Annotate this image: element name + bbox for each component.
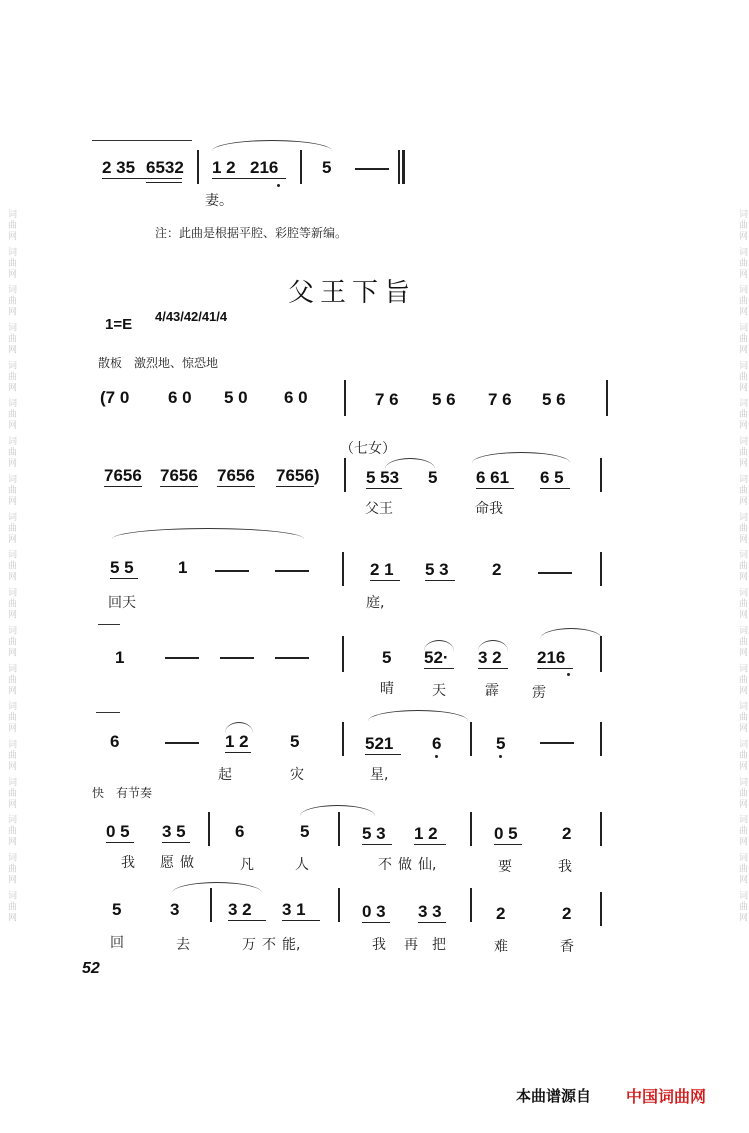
note-group: 2 [562,904,572,923]
beam [282,920,320,921]
lyric: 庭, [366,595,385,611]
lyric: 愿 [160,855,174,871]
watermark-left: 词曲网 词曲网 词曲网 词曲网 词曲网 词曲网 词曲网 词曲网 词曲网 词曲网 词曲网 词曲网 词曲网 词曲网 词曲网 词曲网 词曲网 词曲网 词曲网 [6,209,16,924]
beam [425,580,455,581]
barline [470,812,472,846]
slur-arc [540,628,602,639]
song-title: 父王下旨 [288,278,417,308]
lyric: 做 [398,857,412,873]
note-group: 6 61 [476,468,510,487]
lyric: 香 [560,939,574,955]
barline [342,636,344,672]
note-group: 52· [424,648,449,667]
barline [600,812,602,846]
barline [470,722,472,756]
extension-dash [165,657,199,659]
extension-dash [275,570,309,572]
slur-line [96,712,120,713]
octave-dot [277,184,280,187]
barline [210,888,212,922]
note-group: 5 [300,822,310,841]
note-group: 3 5 [162,822,186,841]
note-group: 3 2 [228,900,252,919]
beam [110,578,138,579]
note-group: 5 [322,158,332,177]
note-group: 5 [428,468,438,487]
barline [338,812,340,846]
note-group: 0 3 [362,902,386,921]
meter: 1/4 [209,309,228,324]
note-group: 3 1 [282,900,306,919]
barline [600,552,602,586]
note-group: 7 6 [375,390,399,409]
barline [208,812,210,846]
lyric: 我 [372,937,386,953]
beam [276,486,314,487]
lyric: 难 [494,939,508,955]
lyric: 我 [121,855,135,871]
note-group: 3 [170,900,180,919]
note-group: 7 6 [488,390,512,409]
lyric: 命我 [475,501,503,517]
lyric: 能, [282,937,301,953]
beam [162,842,190,843]
barline [606,380,608,416]
lyric: 凡 [240,857,254,873]
note-group: 7656) [276,466,320,485]
lyric: 不 [378,857,392,873]
note-group: 5 6 [432,390,456,409]
beam [478,668,508,669]
extension-dash [220,657,254,659]
lyric: 雳 [532,685,546,701]
lyric: 回天 [108,595,136,611]
barline [338,888,340,922]
beam [104,486,142,487]
site-name-link[interactable]: 中国词曲网 [626,1087,707,1106]
footnote: 注：此曲是根据平腔、彩腔等新编。 [155,226,348,240]
fermata-note: 1 [115,648,125,667]
note-group: 6 [235,822,245,841]
barline [600,722,602,756]
tempo-marking: 快 有节奏 [92,786,153,800]
beam [212,178,286,179]
note-group: 216 [250,158,279,177]
lyric: 万 [242,937,256,953]
slur-arc [112,528,304,539]
note-group: 1 2 [212,158,236,177]
note-group: 3 3 [418,902,442,921]
note-group: 6 [432,734,442,753]
octave-dot [567,673,570,676]
page-number: 52 [82,960,100,977]
lyric: 父王 [365,501,393,517]
fermata-note: 1 [178,558,188,577]
lyric: 起 [218,767,232,783]
lyric: 做 [180,855,194,871]
beam [424,668,454,669]
beam [106,842,134,843]
octave-dot [499,755,502,758]
note-group: 5 6 [542,390,566,409]
barline [342,552,344,586]
lyric: 霹 [485,683,499,699]
beam [537,668,573,669]
note-group: 5 [290,732,300,751]
lyric: 要 [498,859,512,875]
extension-dash [215,570,249,572]
note-group: 7656 [104,466,142,485]
note-group: 2 [492,560,502,579]
note-group: 1 2 [225,732,249,751]
barline [300,150,302,184]
note-group: 3 2 [478,648,502,667]
barline [344,380,346,416]
beam [217,486,255,487]
barline [600,636,602,672]
extension-dash [538,572,572,574]
note-group: 2 35 [102,158,136,177]
beam [102,178,182,179]
barline [398,150,400,184]
role-label: （七女） [340,441,396,457]
note-group: 521 [365,734,394,753]
beam [362,844,392,845]
final-barline [402,150,405,184]
note-group: 5 [382,648,392,667]
octave-dot [435,755,438,758]
note-group: 7656 [217,466,255,485]
extension-dash [355,168,389,170]
beam [160,486,198,487]
note-group: 6 [110,732,120,751]
beam [362,922,390,923]
slur-arc [212,140,332,151]
beam [476,488,514,489]
beam [540,488,570,489]
lyric: 仙, [418,857,437,873]
slur-line [98,624,120,625]
meter: 4/4 [155,309,174,324]
meter: 3/4 [173,309,192,324]
lyric: 晴 [380,681,394,697]
note-group: 5 [496,734,506,753]
note-group: 6532 [146,158,184,177]
note-group: 6 5 [540,468,564,487]
barline [342,722,344,756]
key-signature: 1=E [105,316,133,333]
note-group: 0 5 [494,824,518,843]
barline [600,892,602,926]
meter: 2/4 [191,309,210,324]
note-group: 6 0 [168,388,192,407]
note-group: 7656 [160,466,198,485]
source-label: 本曲谱源自 [516,1087,592,1105]
lyric: 不 [262,937,276,953]
beam [225,752,251,753]
lyric: 妻。 [205,193,233,209]
note-group: 2 [496,904,506,923]
barline [470,888,472,922]
lyric: 人 [295,857,309,873]
beam [370,580,400,581]
note-group: (7 0 [100,388,130,407]
beam [366,488,402,489]
beam [414,844,446,845]
beam [228,920,266,921]
lyric: 星, [370,767,389,783]
note-group: 5 5 [110,558,134,577]
lyric: 回 [110,935,124,951]
watermark-right: 词曲网 词曲网 词曲网 词曲网 词曲网 词曲网 词曲网 词曲网 词曲网 词曲网 词曲网 词曲网 词曲网 词曲网 词曲网 词曲网 词曲网 词曲网 词曲网 [737,209,747,924]
barline [344,458,346,492]
note-group: 5 [112,900,122,919]
slur-arc [368,710,468,721]
slur-arc [172,882,262,893]
tempo-marking: 散板 激烈地、惊恐地 [98,356,219,370]
note-group: 5 3 [362,824,386,843]
lyric: 我 [558,859,572,875]
extension-dash [275,657,309,659]
lyric: 去 [176,937,190,953]
lyric: 再 [404,937,418,953]
lyric: 灾 [290,767,304,783]
barline [197,150,199,184]
beam [418,922,446,923]
extension-dash [165,742,199,744]
note-group: 1 2 [414,824,438,843]
extension-dash [540,742,574,744]
beam [494,844,522,845]
note-group: 216 [537,648,566,667]
slur-arc [472,452,570,463]
lyric: 把 [432,937,446,953]
note-group: 5 3 [425,560,449,579]
note-group: 6 0 [284,388,308,407]
note-group: 5 0 [224,388,248,407]
note-group: 2 [562,824,572,843]
note-group: 0 5 [106,822,130,841]
beam [365,754,401,755]
beam [146,182,182,183]
slur-line [92,140,192,141]
note-group: 5 53 [366,468,400,487]
lyric: 天 [432,683,446,699]
note-group: 2 1 [370,560,394,579]
barline [600,458,602,492]
